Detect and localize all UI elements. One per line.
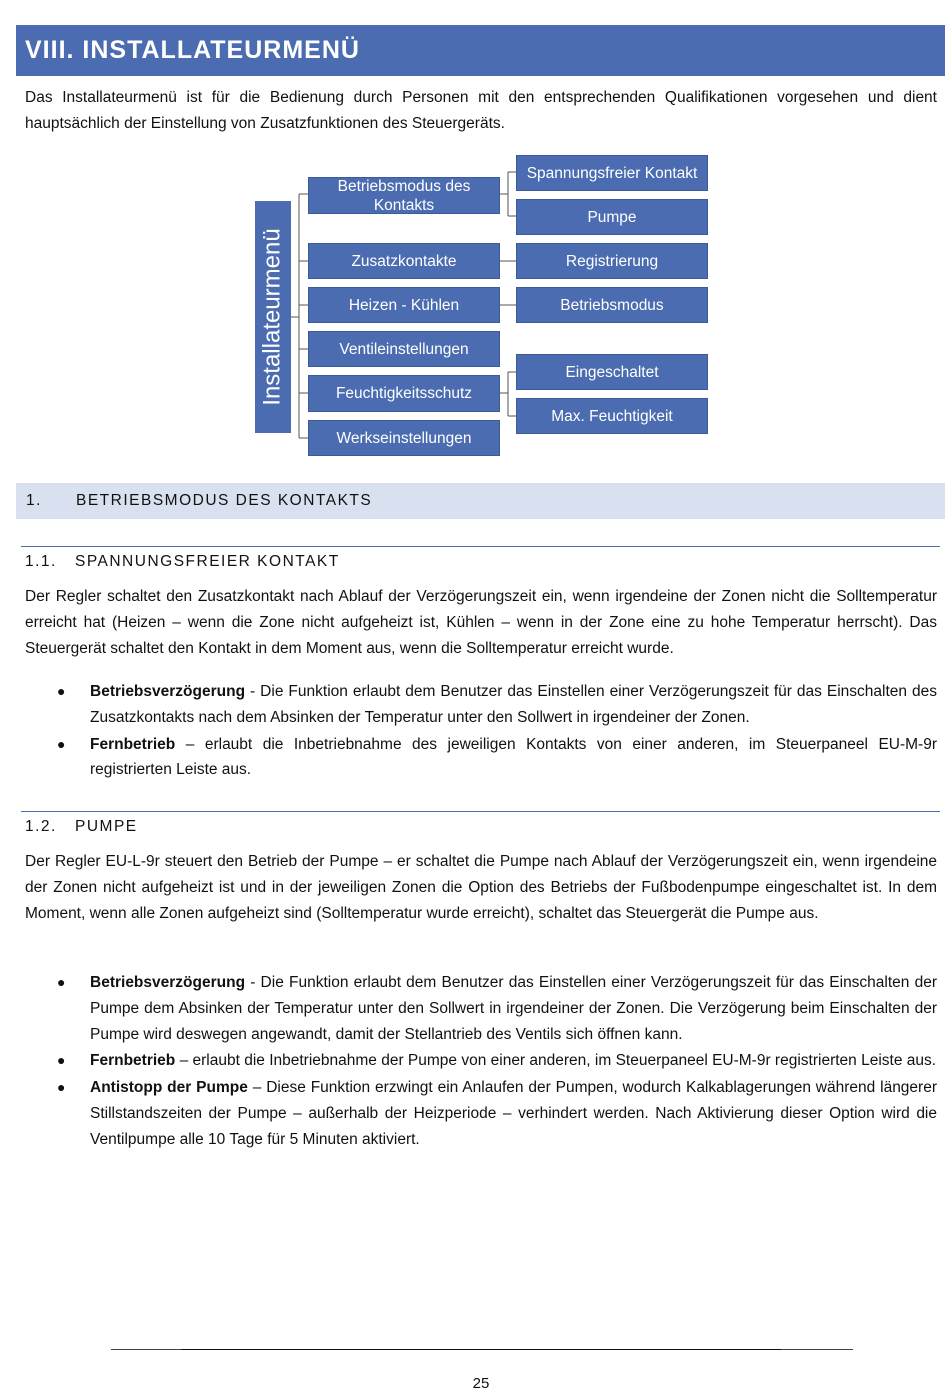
list-item-text: - Die Funktion erlaubt dem Benutzer das Einstellen einer Verzögerungszeit für das Einschalten des Zusatzkontakts nach dem Absinken der Temperatur unter den Sollwert in irgendeiner der Zonen. (90, 683, 937, 726)
diagram-node-label: Eingeschaltet (565, 363, 659, 381)
diagram-node (308, 177, 500, 214)
subsection-heading (25, 553, 340, 571)
bullet-list (0, 679, 950, 784)
diagram-node (308, 287, 500, 323)
diagram-node (516, 243, 708, 279)
bullet-list (0, 970, 950, 1154)
diagram-node (516, 398, 708, 434)
diagram-node-label: Registrierung (565, 252, 659, 270)
subsection-divider (21, 811, 940, 812)
list-item-term: Antistopp der Pumpe (90, 1079, 248, 1097)
list-item-term: Fernbetrieb (90, 1052, 176, 1070)
diagram-node-label: Zusatzkontakte (351, 252, 457, 270)
diagram-node-label: Werkseinstellungen (336, 429, 472, 447)
list-item (0, 1075, 950, 1152)
subsection-paragraph: Der Regler EU-L-9r steuert den Betrieb der Pumpe – er schaltet die Pumpe nach Ablauf der Verzögerungszeit ein, wenn irgendeine der Zonen nicht aufgeheizt ist und in der jeweiligen Zonen die Option des Betriebs der Fußbodenpumpe eingeschaltet ist. In dem Moment, wenn alle Zonen aufgeheizt sind (Solltemperatur wurde erreicht), schaltet das Steuergerät die Pumpe aus. (25, 853, 937, 922)
list-item (0, 970, 950, 1047)
subsection-paragraph: Der Regler schaltet den Zusatzkontakt nach Ablauf der Verzögerungszeit ein, wenn irgendeine der Zonen nicht die Solltemperatur erreicht hat (Heizen – wenn die Zone nicht aufgeheizt ist, Kühlen – wenn in der Zone eine zu hohe Temperatur herrscht). Das Steuergerät schaltet den Kontakt in dem Moment aus, wenn die Solltemperatur erreicht wurde. (25, 588, 937, 657)
chapter-heading: VIII. INSTALLATEURMENÜ (16, 25, 945, 76)
list-item-term: Betriebsverzögerung (90, 683, 246, 700)
bullet-icon: ● (57, 1052, 66, 1069)
section-heading (16, 483, 945, 519)
subsection-number: 1.2. (25, 818, 57, 835)
diagram-node (516, 155, 708, 191)
diagram-node-label: Spannungsfreier Kontakt (526, 164, 698, 182)
diagram-node-label: Betriebsmodus (560, 296, 664, 314)
diagram-node-label: Ventileinstellungen (339, 340, 469, 358)
bullet-icon: ● (57, 735, 66, 752)
diagram-node (516, 199, 708, 235)
list-item (0, 732, 950, 784)
diagram-node (308, 243, 500, 279)
subsection-heading (25, 818, 138, 836)
list-item-text: – erlaubt die Inbetriebnahme des jeweiligen Kontakts von einer anderen, im Steuerpaneel EU-M-9r registrierten Leiste aus. (90, 735, 937, 779)
bullet-icon: ● (57, 683, 66, 699)
diagram-node (308, 331, 500, 367)
diagram-node (516, 287, 708, 323)
subsection-number: 1.1. (25, 553, 57, 570)
diagram-node-label: Max. Feuchtigkeit (551, 407, 673, 425)
list-item-term: Fernbetrieb (90, 735, 176, 753)
list-item-term: Betriebsverzögerung (90, 974, 246, 991)
diagram-node (516, 354, 708, 390)
list-item (0, 679, 950, 731)
diagram-root-label: Installateurmenü (259, 228, 286, 406)
list-item-text: - Die Funktion erlaubt dem Benutzer das Einstellen einer Verzögerungszeit für das Einschalten der Pumpe dem Absinken der Temperatur unter den Sollwert in irgendeiner der Zonen. Die Verzögerung beim Einschalten der Pumpe wird deswegen angewandt, damit der Stellantrieb des Ventils sich öffnen kann. (90, 974, 937, 1043)
diagram-node-label: Heizen - Kühlen (348, 296, 460, 314)
diagram-node (308, 420, 500, 456)
list-item (0, 1048, 950, 1074)
diagram-node (308, 375, 500, 412)
diagram-node-label: Pumpe (587, 208, 637, 226)
page-number: 25 (472, 1375, 490, 1392)
section-title: BETRIEBSMODUS DES KONTAKTS (76, 492, 373, 509)
diagram-node-label: Feuchtigkeitsschutz (335, 385, 473, 402)
bullet-icon: ● (57, 1079, 66, 1096)
diagram-root-box (255, 201, 291, 433)
section-number: 1. (26, 492, 42, 509)
subsection-title: PUMPE (75, 818, 138, 835)
subsection-title: SPANNUNGSFREIER KONTAKT (75, 553, 340, 570)
list-item-text: – erlaubt die Inbetriebnahme der Pumpe von einer anderen, im Steuerpaneel EU-M-9r registrierten Leiste aus. (175, 1052, 937, 1070)
subsection-divider (21, 546, 940, 547)
bullet-icon: ● (57, 974, 66, 990)
footer-rule-accent (181, 1349, 781, 1350)
diagram-node-label: Betriebsmodus des Kontakts (337, 177, 471, 214)
list-item-text: – Diese Funktion erzwingt ein Anlaufen der Pumpen, wodurch Kalkablagerungen während längerer Stillstandszeiten der Pumpe – außerhalb der Heizperiode – verhindert werden. Nach Aktivierung dieser Option wird die Ventilpumpe alle 10 Tage für 5 Minuten aktiviert. (90, 1079, 937, 1148)
intro-paragraph: Das Installateurmenü ist für die Bedienung durch Personen mit den entsprechenden Qualifikationen vorgesehen und dient hauptsächlich der Einstellung von Zusatzfunktionen des Steuergeräts. (25, 89, 937, 132)
